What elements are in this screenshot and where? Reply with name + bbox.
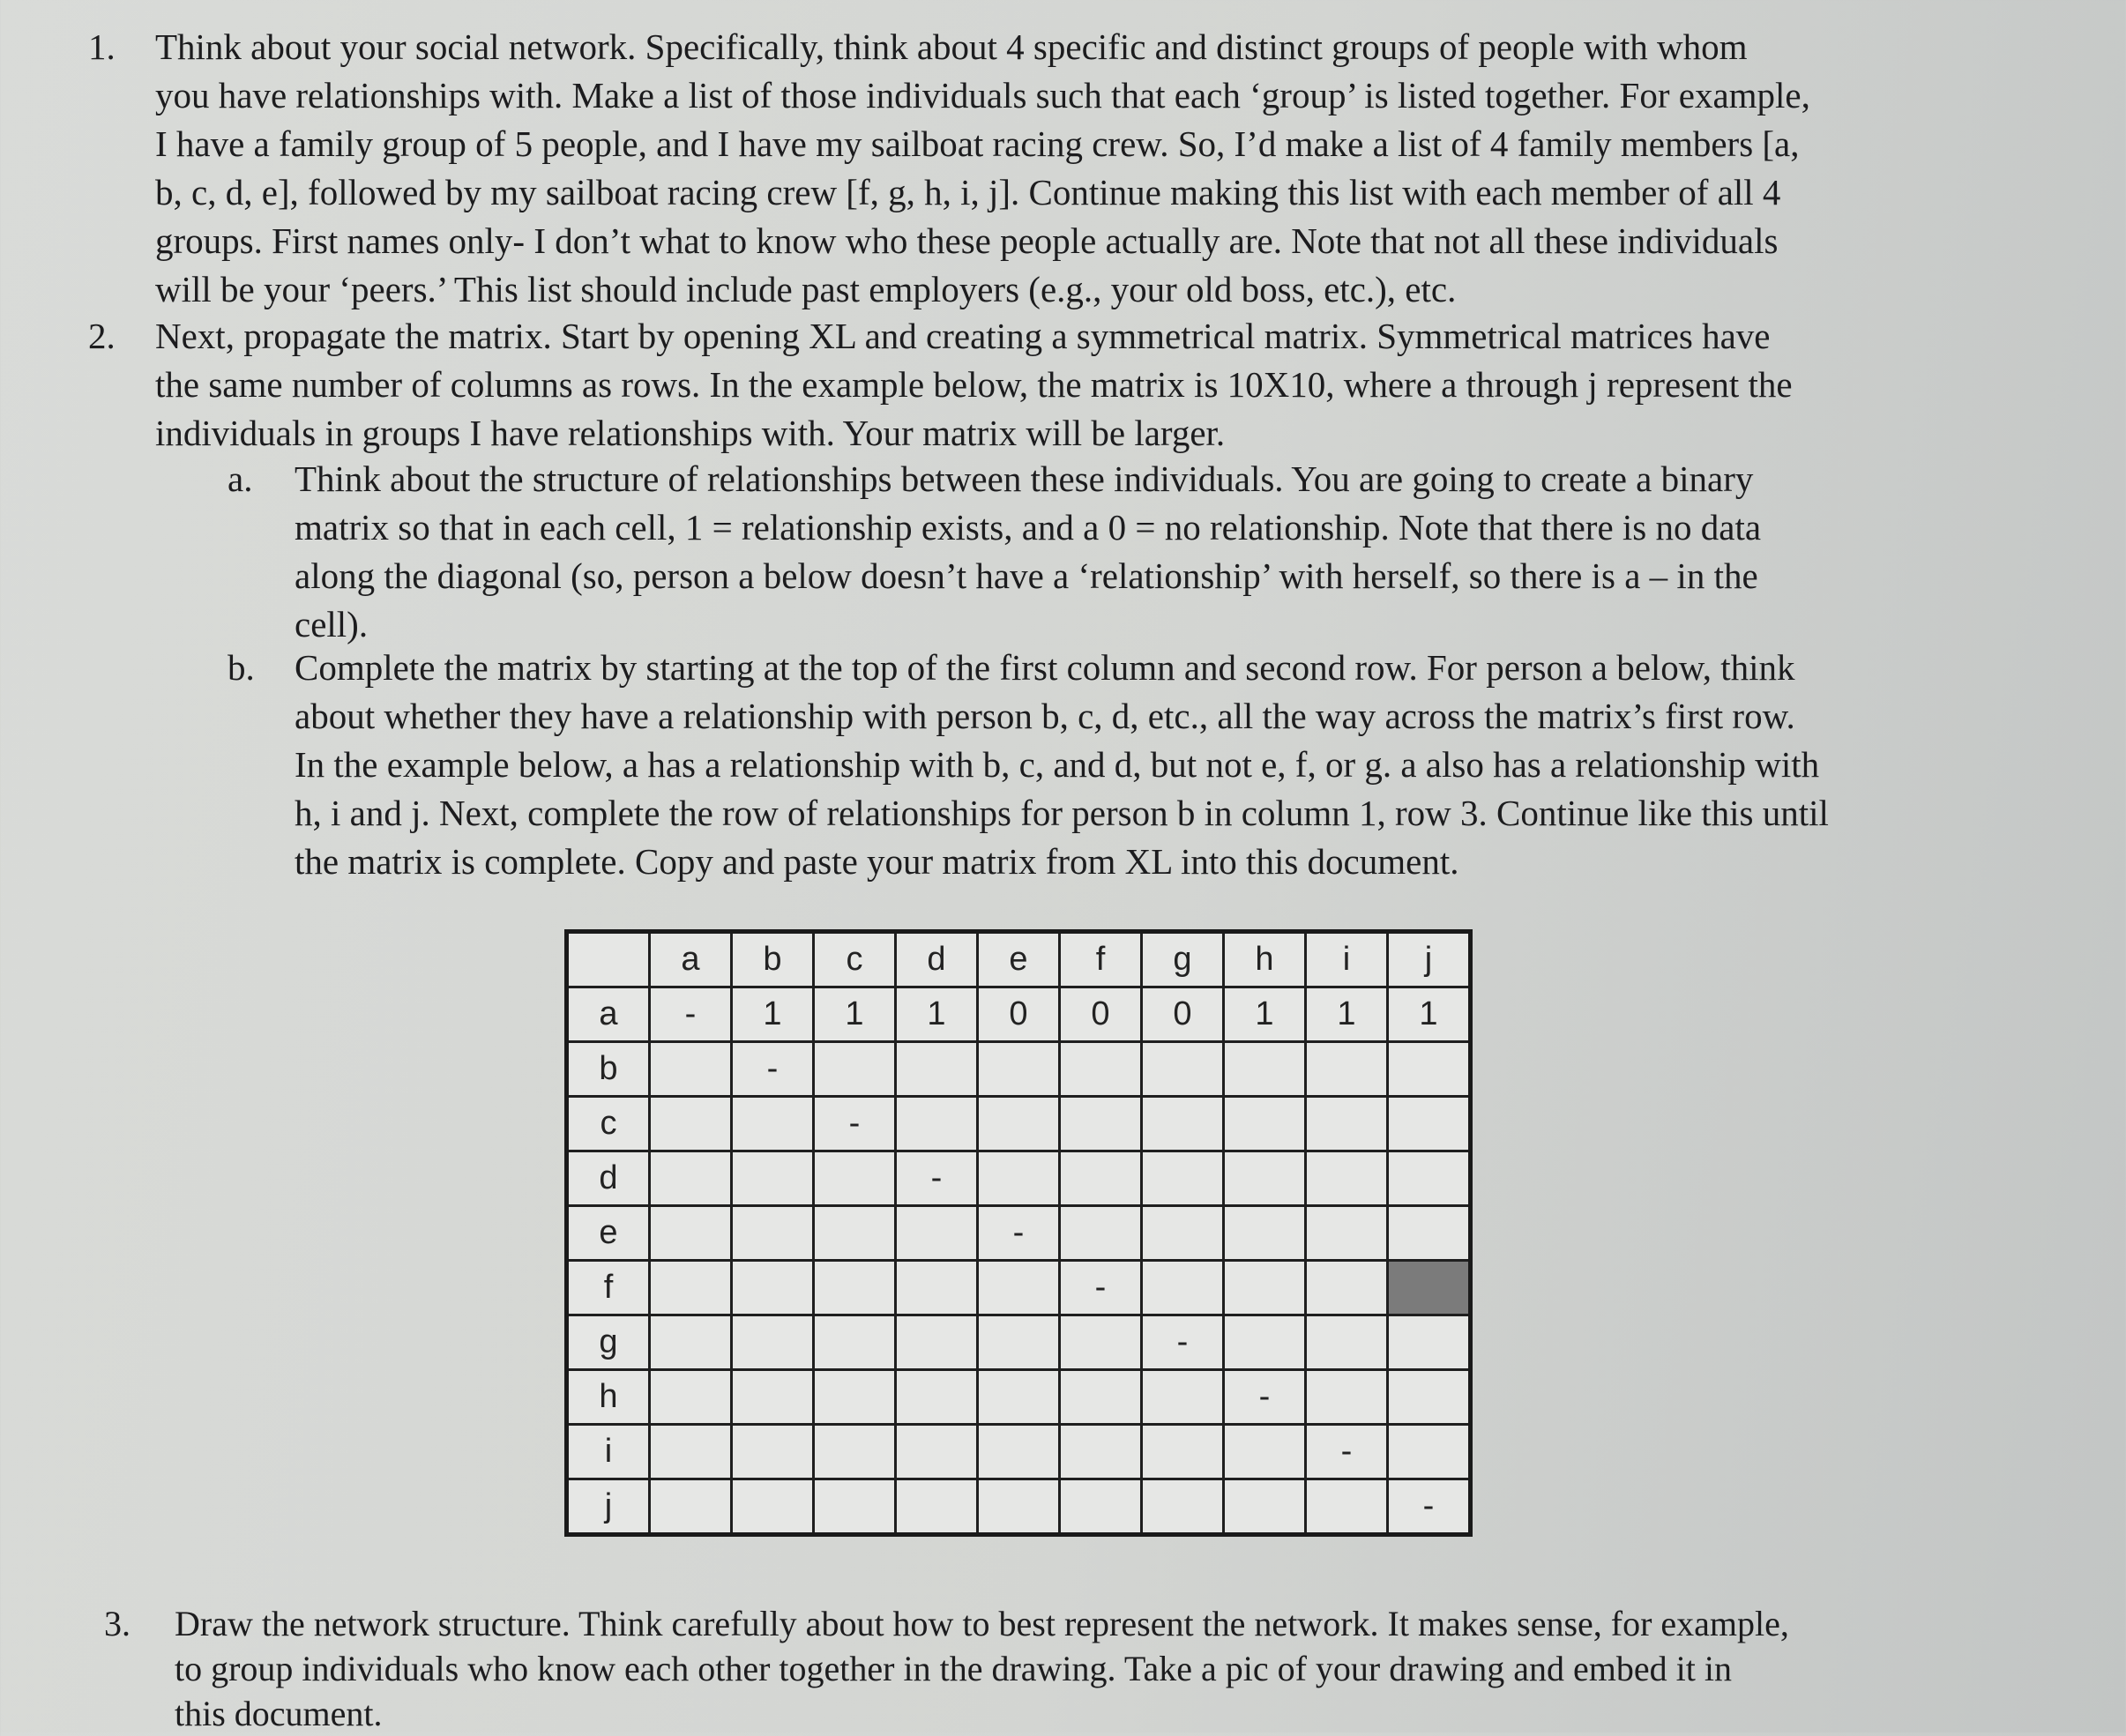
matrix-row [567,1206,1471,1261]
item-text [175,1601,1789,1736]
matrix-cell [650,1206,732,1261]
matrix-cell [1224,1042,1306,1097]
matrix-cell: - [1142,1315,1224,1370]
matrix-cell: 1 [1306,987,1388,1042]
matrix-cell [1060,1042,1142,1097]
matrix-row [567,1261,1471,1315]
matrix-cell [978,1042,1060,1097]
matrix-cell [1060,1097,1142,1151]
matrix-row [567,1315,1471,1370]
column-header: g [1142,932,1224,987]
matrix-cell: 1 [732,987,814,1042]
matrix-cell [978,1425,1060,1479]
matrix-row [567,1042,1471,1097]
matrix-cell [1306,1151,1388,1206]
matrix-cell [732,1261,814,1315]
matrix-cell [1142,1370,1224,1425]
column-header: e [978,932,1060,987]
matrix-cell: - [814,1097,896,1151]
matrix-cell [732,1151,814,1206]
text-line: Think about your social network. Specifically, think about 4 specific and distinct groups of people with whom [155,26,1748,67]
matrix-header-row [567,932,1471,987]
column-header: c [814,932,896,987]
matrix-row [567,1151,1471,1206]
matrix-cell [978,1479,1060,1535]
matrix-cell [1224,1425,1306,1479]
text-line: Complete the matrix by starting at the top of the first column and second row. For person a below, think [295,647,1795,688]
matrix-cell: - [1224,1370,1306,1425]
row-label: e [567,1206,650,1261]
matrix-cell [814,1261,896,1315]
text-line: b, c, d, e], followed by my sailboat racing crew [f, g, h, i, j]. Continue making this list with each member of all 4 [155,172,1781,212]
matrix-cell [1224,1097,1306,1151]
matrix-cell: - [1060,1261,1142,1315]
matrix-cell: 1 [1224,987,1306,1042]
matrix-body [567,987,1471,1535]
text-line: the matrix is complete. Copy and paste your matrix from XL into this document. [295,841,1459,882]
matrix-cell [732,1315,814,1370]
matrix-cell [650,1425,732,1479]
matrix-cell [650,1370,732,1425]
matrix-cell [896,1479,978,1535]
matrix-cell [1388,1097,1471,1151]
matrix-cell [732,1479,814,1535]
matrix-corner-cell [567,932,650,987]
matrix-cell: - [1388,1479,1471,1535]
matrix-cell [978,1261,1060,1315]
matrix-cell [1388,1042,1471,1097]
matrix-cell [650,1042,732,1097]
text-line: Draw the network structure. Think carefully about how to best represent the network. It makes sense, for example, [175,1604,1789,1643]
subitem-label: b. [228,647,255,688]
matrix-cell: 0 [1142,987,1224,1042]
matrix-cell [896,1097,978,1151]
matrix-cell [1060,1151,1142,1206]
matrix-cell [1224,1315,1306,1370]
matrix-cell [1142,1151,1224,1206]
matrix-cell [650,1315,732,1370]
matrix-cell [814,1206,896,1261]
matrix-cell: - [1306,1425,1388,1479]
matrix-cell [1142,1097,1224,1151]
matrix-cell [814,1479,896,1535]
matrix-cell [1388,1370,1471,1425]
matrix-cell [1224,1151,1306,1206]
matrix-cell: - [732,1042,814,1097]
matrix-cell [814,1151,896,1206]
text-line: Next, propagate the matrix. Start by opening XL and creating a symmetrical matrix. Symmetrical matrices have [155,316,1771,356]
text-line: matrix so that in each cell, 1 = relationship exists, and a 0 = no relationship. Note that there is no data [295,507,1762,548]
matrix-cell [1060,1206,1142,1261]
matrix-cell [1306,1479,1388,1535]
matrix-cell [896,1370,978,1425]
text-line: about whether they have a relationship with person b, c, d, etc., all the way across the matrix’s first row. [295,696,1795,736]
matrix-cell [732,1425,814,1479]
matrix-cell [896,1261,978,1315]
matrix-cell [1142,1206,1224,1261]
matrix-cell [896,1315,978,1370]
matrix-cell [896,1425,978,1479]
matrix-cell [1388,1315,1471,1370]
matrix-cell [650,1097,732,1151]
matrix-cell [978,1315,1060,1370]
text-line: along the diagonal (so, person a below doesn’t have a ‘relationship’ with herself, so there is a – in the [295,555,1758,596]
row-label: b [567,1042,650,1097]
matrix-cell [1224,1479,1306,1535]
matrix-row [567,1425,1471,1479]
matrix-cell [1060,1370,1142,1425]
row-label: d [567,1151,650,1206]
matrix-row [567,1370,1471,1425]
item-text [155,23,1810,314]
matrix-cell [1142,1042,1224,1097]
matrix-cell: 1 [896,987,978,1042]
row-label: c [567,1097,650,1151]
text-line: groups. First names only- I don’t what to know who these people actually are. Note that not all these individuals [155,220,1779,261]
text-line: I have a family group of 5 people, and I have my sailboat racing crew. So, I’d make a list of 4 family members [a, [155,123,1800,164]
matrix-cell [1306,1370,1388,1425]
matrix-cell [1060,1315,1142,1370]
matrix-cell [814,1370,896,1425]
column-header: f [1060,932,1142,987]
item-number: 3. [104,1604,131,1643]
column-header: d [896,932,978,987]
text-line: cell). [295,604,369,644]
text-line: you have relationships with. Make a list of those individuals such that each ‘group’ is listed together. For example, [155,75,1810,115]
matrix-cell [1060,1479,1142,1535]
column-header: h [1224,932,1306,987]
matrix-cell [978,1370,1060,1425]
matrix-cell: - [978,1206,1060,1261]
column-header: b [732,932,814,987]
text-line: will be your ‘peers.’ This list should include past employers (e.g., your old boss, etc.), etc. [155,269,1457,309]
matrix-cell [896,1206,978,1261]
matrix-cell [1388,1206,1471,1261]
matrix-cell [1142,1261,1224,1315]
item-number: 1. [88,26,116,67]
row-label: h [567,1370,650,1425]
text-line: to group individuals who know each other together in the drawing. Take a pic of your drawing and embed it in [175,1649,1733,1688]
item-text [155,312,1793,458]
row-label: g [567,1315,650,1370]
matrix-cell [1306,1042,1388,1097]
matrix-cell [1388,1261,1471,1315]
matrix-cell [1060,1425,1142,1479]
row-label: a [567,987,650,1042]
matrix-cell [1306,1261,1388,1315]
matrix-cell [1388,1151,1471,1206]
matrix-cell: 0 [978,987,1060,1042]
subitem-text [295,644,1829,886]
matrix-cell [1142,1479,1224,1535]
matrix-cell [650,1479,732,1535]
matrix-cell [1306,1206,1388,1261]
column-header: a [650,932,732,987]
matrix-cell [1224,1206,1306,1261]
matrix-cell [1306,1315,1388,1370]
column-header: i [1306,932,1388,987]
row-label: j [567,1479,650,1535]
matrix-cell: - [896,1151,978,1206]
matrix-cell [814,1425,896,1479]
matrix-cell [896,1042,978,1097]
row-label: f [567,1261,650,1315]
relationship-matrix [564,929,1473,1537]
matrix-cell [814,1042,896,1097]
matrix-row [567,1479,1471,1535]
matrix-cell [1306,1097,1388,1151]
matrix-cell [732,1206,814,1261]
matrix-row [567,1097,1471,1151]
matrix-cell [978,1097,1060,1151]
matrix-cell [1142,1425,1224,1479]
matrix-cell: 1 [1388,987,1471,1042]
matrix-cell [1388,1425,1471,1479]
text-line: h, i and j. Next, complete the row of relationships for person b in column 1, row 3. Continue like this until [295,793,1829,833]
matrix-cell [650,1151,732,1206]
matrix-cell: - [650,987,732,1042]
subitem-text [295,455,1761,649]
text-line: Think about the structure of relationships between these individuals. You are going to create a binary [295,458,1754,499]
column-header: j [1388,932,1471,987]
row-label: i [567,1425,650,1479]
subitem-label: a. [228,458,253,499]
text-line: this document. [175,1694,383,1733]
matrix-cell [978,1151,1060,1206]
matrix-cell: 0 [1060,987,1142,1042]
text-line: the same number of columns as rows. In the example below, the matrix is 10X10, where a through j represent the [155,364,1793,405]
matrix-cell [732,1097,814,1151]
text-line: individuals in groups I have relationships with. Your matrix will be larger. [155,413,1226,453]
text-line: In the example below, a has a relationship with b, c, and d, but not e, f, or g. a also has a relationship with [295,744,1820,785]
matrix-cell: 1 [814,987,896,1042]
matrix-cell [1224,1261,1306,1315]
matrix-row [567,987,1471,1042]
matrix-cell [650,1261,732,1315]
matrix-cell [732,1370,814,1425]
item-number: 2. [88,316,116,356]
matrix-cell [814,1315,896,1370]
